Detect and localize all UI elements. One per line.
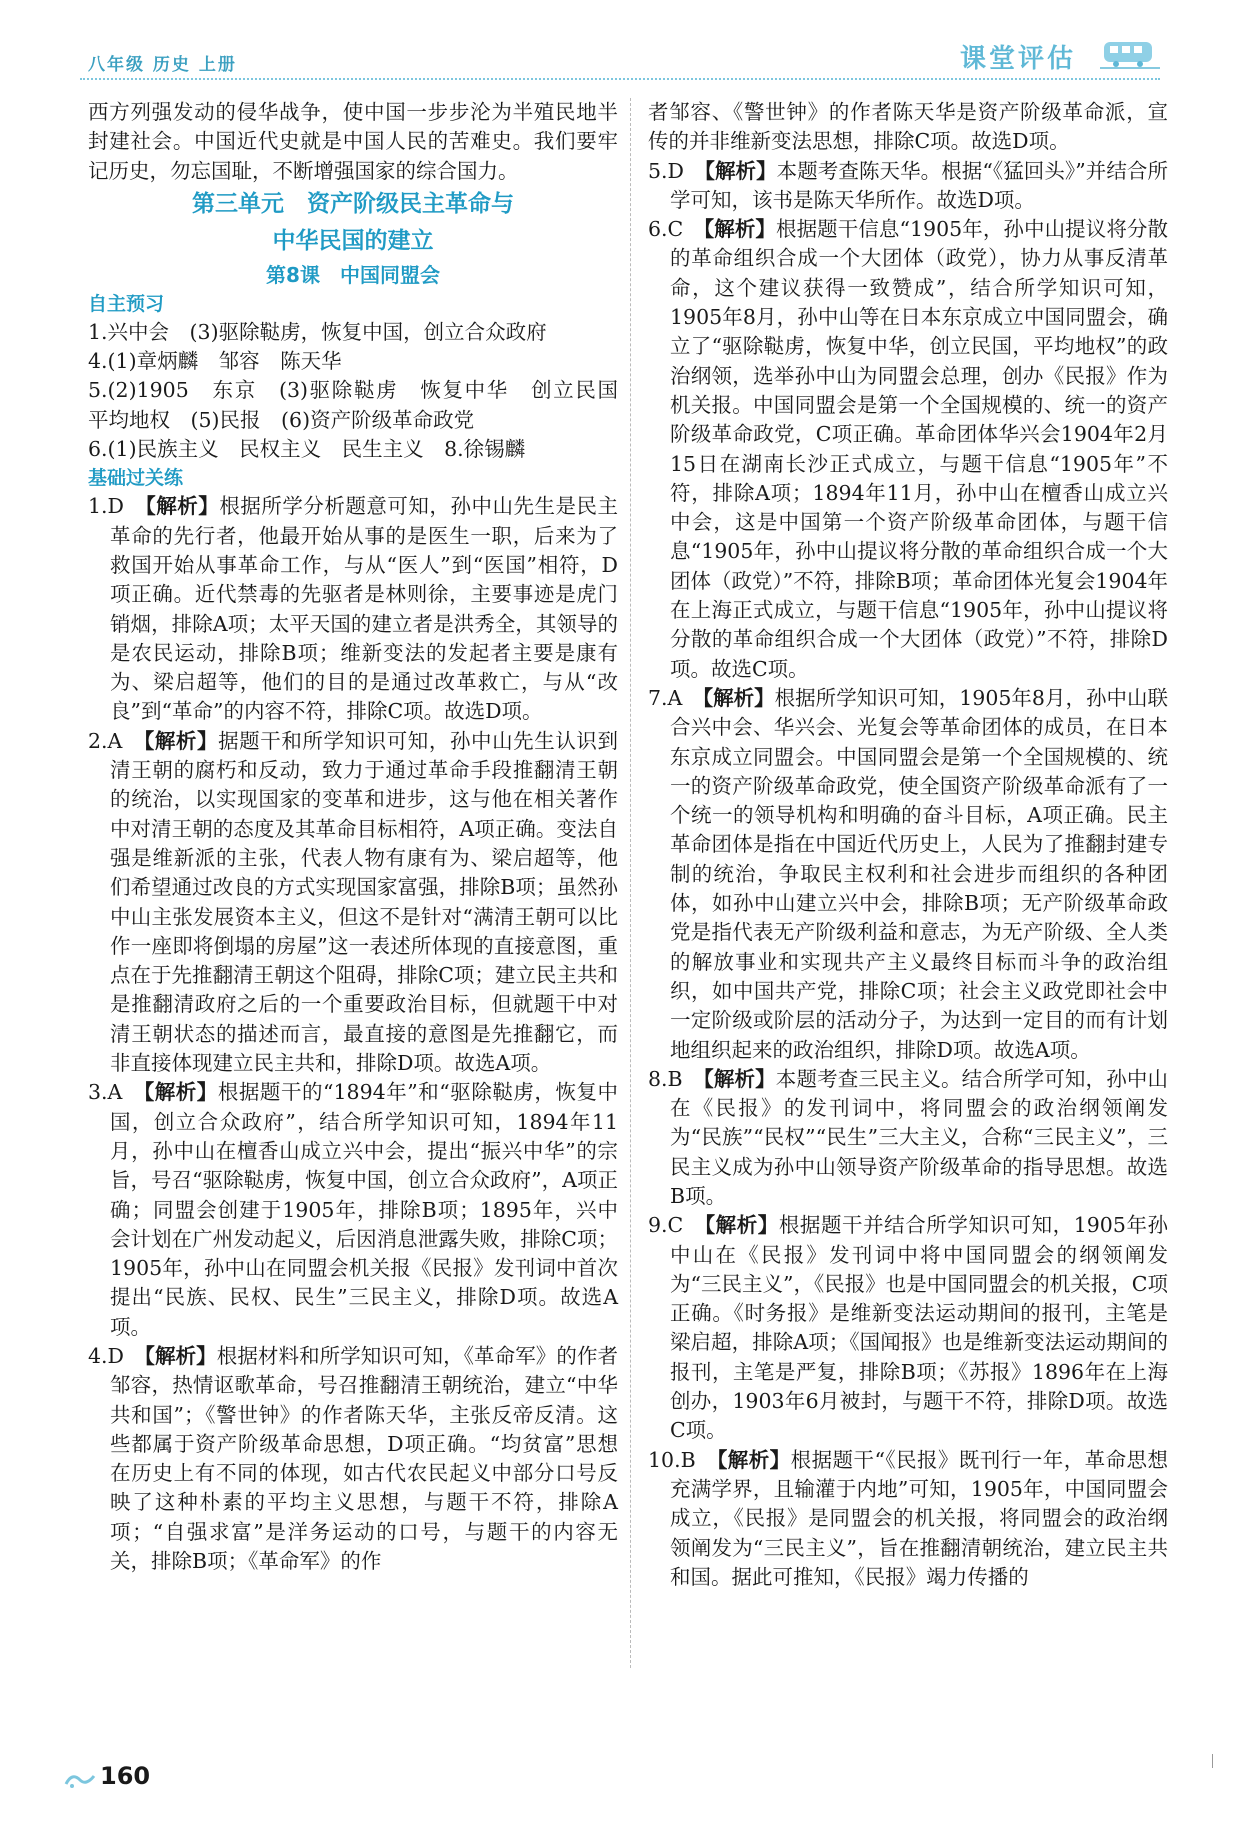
answer-number: 1.D — [88, 494, 124, 519]
answer-item — [648, 157, 1168, 216]
answer-text: 根据所学分析题意可知，孙中山先生是民主革命的先行者，他最开始从事的是医生一职，后来为了救国开始从事革命工作，与从“医人”到“医国”相符，D项正确。近代禁毒的先驱者是林则徐，主要事迹是虎门销烟，排除A项；太平天国的建立者是洪秀全，其领导的是农民运动，排除B项；维新变法的发起者主要是康有为、梁启超等，他们的目的是通过改革救亡，与从“改良”到“革命”的内容不符，排除C项。故选D项。 — [110, 494, 619, 724]
page-number: 160 — [100, 1762, 151, 1790]
answer-text: 根据材料和所学知识可知，《革命军》的作者邹容，热情讴歌革命，号召推翻清王朝统治，建立“中华共和国”；《警世钟》的作者陈天华，主张反帝反清。这些都属于资产阶级革命思想，D项正确。“均贫富”思想在历史上有不同的体现，如古代农民起义中部分口号反映了这种朴素的平均主义思想，与题干不符，排除A项；“自强求富”是洋务运动的口号，与题干的内容无关，排除B项；《革命军》的作 — [110, 1343, 619, 1574]
answer-text: 本题考查三民主义。结合所学可知，孙中山在《民报》的发刊词中，将同盟会的政治纲领阐发为“民族”“民权”“民生”三大主义，合称“三民主义”，三民主义成为孙中山领导资产阶级革命的指导思想。故选B项。 — [670, 1066, 1169, 1208]
preview-answer: 6.(1)民族主义 民权主义 民生主义 8.徐锡麟 — [88, 437, 526, 462]
answer-item — [88, 1342, 618, 1576]
wave-icon — [64, 1768, 98, 1790]
section-heading-basic: 基础过关练 — [88, 467, 184, 490]
answer-number: 9.C — [648, 1213, 684, 1238]
answer-text: 根据题干的“1894年”和“驱除鞑虏，恢复中国，创立合众政府”，结合所学知识可知，1894年11月，孙中山在檀香山成立兴中会，提出“振兴中华”的宗旨，号召“驱除鞑虏，恢复中国，创立合众政府”，A项正确；同盟会创建于1905年，排除B项；1895年，兴中会计划在广州发动起义，后因消息泄露失败，排除C项；1905年，孙中山在同盟会机关报《民报》发刊词中首次提出“民族、民权、民生”三民主义，排除D项。故选A项。 — [110, 1080, 619, 1339]
answer-item — [648, 1065, 1168, 1211]
answer-item — [88, 1078, 618, 1342]
column-divider — [630, 98, 631, 1668]
intro-paragraph: 西方列强发动的侵华战争，使中国一步步沦为半殖民地半封建社会。中国近代史就是中国人民的苦难史。我们要牢记历史，勿忘国耻，不断增强国家的综合国力。 — [88, 100, 618, 183]
answer-continuation: 者邹容、《警世钟》的作者陈天华是资产阶级革命派，宣传的并非维新变法思想，排除C项。故选D项。 — [648, 100, 1168, 154]
unit-title-line1: 第三单元 资产阶级民主革命与 — [192, 190, 514, 217]
answer-item — [88, 492, 618, 726]
unit-title-line2: 中华民国的建立 — [272, 227, 434, 254]
answer-item — [648, 684, 1168, 1065]
lesson-title: 第8课 中国同盟会 — [266, 262, 440, 287]
answer-text: 根据题干并结合所学知识可知，1905年孙中山在《民报》发刊词中将中国同盟会的纲领阐发为“三民主义”，《民报》也是中国同盟会的机关报，C项正确。《时务报》是维新变法运动期间的报刊，主笔是梁启超，排除A项；《国闻报》也是维新变法运动期间的报刊，主笔是严复，排除B项；《苏报》1896年在上海创办，1903年6月被封，与题干不符，排除D项。故选C项。 — [670, 1213, 1169, 1443]
analysis-tag: 【解析】 — [717, 1447, 791, 1472]
answer-number: 3.A — [88, 1080, 123, 1105]
answer-number: 6.C — [648, 217, 684, 242]
preview-answer: 1.兴中会 (3)驱除鞑虏，恢复中国，创立合众政府 — [88, 319, 547, 344]
preview-answer: 4.(1)章炳麟 邹容 陈天华 — [88, 349, 342, 374]
analysis-tag: 【解析】 — [703, 1066, 776, 1091]
header-book-info: 八年级 历史 上册 — [88, 55, 237, 75]
answer-number: 8.B — [648, 1066, 683, 1091]
answer-item — [648, 1446, 1168, 1592]
analysis-tag: 【解析】 — [703, 217, 777, 242]
analysis-tag: 【解析】 — [704, 158, 777, 183]
analysis-tag: 【解析】 — [704, 1213, 779, 1238]
answer-number: 7.A — [648, 685, 683, 710]
answer-text: 本题考查陈天华。根据“《猛回头》”并结合所学可知，该书是陈天华所作。故选D项。 — [670, 158, 1169, 212]
analysis-tag: 【解析】 — [144, 728, 219, 753]
answer-text: 根据题干信息“1905年，孙中山提议将分散的革命组织合成一个大团体（政党），协力从事反清革命，这个建议获得一致赞成”，结合所学知识可知，1905年8月，孙中山等在日本东京成立中国同盟会，确立了“驱除鞑虏，恢复中华，创立民国，平均地权”的政治纲领，选举孙中山为同盟会总理，创办《民报》作为机关报。中国同盟会是第一个全国规模的、统一的资产阶级革命政党，C项正确。革命团体华兴会1904年2月15日在湖南长沙正式成立，与题干信息“1905年”不符，排除A项；1894年11月，孙中山在檀香山成立兴中会，这是中国第一个资产阶级革命团体，与题干信息“1905年，孙中山提议将分散的革命组织合成一个大团体（政党）”不符，排除B项；革命团体光复会1904年在上海正式成立，与题干信息“1905年，孙中山提议将分散的革命组织合成一个大团体（政党）”不符，排除D项。故选C项。 — [670, 217, 1169, 681]
answer-text: 根据所学知识可知，1905年8月，孙中山联合兴中会、华兴会、光复会等革命团体的成员，在日本东京成立同盟会。中国同盟会是第一个全国规模的、统一的资产阶级革命政党，使全国资产阶级革命派有了一个统一的领导机构和明确的奋斗目标，A项正确。民主革命团体是指在中国近代历史上，人民为了推翻封建专制的统治，争取民主权利和社会进步而组织的各种团体，如孙中山建立兴中会，排除B项；无产阶级革命政党是指代表无产阶级利益和意志，为无产阶级、全人类的解放事业和实现共产主义最终目标而斗争的政治组织，如中国共产党，排除C项；社会主义政党即社会中一定阶级或阶层的活动分子，为达到一定目的而有计划地组织起来的政治组织，排除D项。故选A项。 — [670, 685, 1169, 1062]
left-column — [88, 98, 639, 1576]
answer-number: 2.A — [88, 728, 123, 753]
unit-title — [88, 186, 618, 260]
header-section-title: 课堂评估 — [960, 44, 1077, 74]
margin-mark — [1212, 1754, 1213, 1768]
analysis-tag: 【解析】 — [702, 685, 775, 710]
answer-number: 4.D — [88, 1343, 124, 1368]
section-heading-preview: 自主预习 — [88, 292, 165, 315]
answer-item — [648, 215, 1168, 684]
analysis-tag: 【解析】 — [145, 494, 220, 519]
answer-text: 根据题干“《民报》既刊行一年，革命思想充满学界，且输灌于内地”可知，1905年，中国同盟会成立，《民报》是同盟会的机关报，将同盟会的政治纲领阐发为“三民主义”，旨在推翻清朝统治，建立民主共和国。据此可推知，《民报》竭力传播的 — [670, 1447, 1169, 1589]
answer-text: 据题干和所学知识可知，孙中山先生认识到清王朝的腐朽和反动，致力于通过革命手段推翻清王朝的统治，以实现国家的变革和进步，这与他在相关著作中对清王朝的态度及其革命目标相符，A项正确。变法自强是维新派的主张，代表人物有康有为、梁启超等，他们希望通过改良的方式实现国家富强，排除B项；虽然孙中山主张发展资本主义，但这不是针对“满清王朝可以比作一座即将倒塌的房屋”这一表述所体现的直接意图，重点在于先推翻清王朝这个阻碍，排除C项；建立民主共和是推翻清政府之后的一个重要政治目标，但就题干中对清王朝状态的描述而言，最直接的意图是先推翻它，而非直接体现建立民主共和，排除D项。故选A项。 — [110, 728, 618, 1076]
preview-answer: 5.(2)1905 东京 (3)驱除鞑虏 恢复中华 创立民国 平均地权 (5)民报 (6)资产阶级革命政党 — [88, 378, 639, 432]
answer-number: 10.B — [648, 1447, 696, 1472]
answer-item — [88, 727, 618, 1079]
analysis-tag: 【解析】 — [143, 1080, 218, 1105]
right-column — [648, 98, 1168, 1592]
header-divider — [80, 78, 1160, 80]
answer-item — [648, 1211, 1168, 1445]
analysis-tag: 【解析】 — [144, 1343, 217, 1368]
answer-number: 5.D — [648, 158, 684, 183]
train-icon — [1100, 36, 1160, 70]
